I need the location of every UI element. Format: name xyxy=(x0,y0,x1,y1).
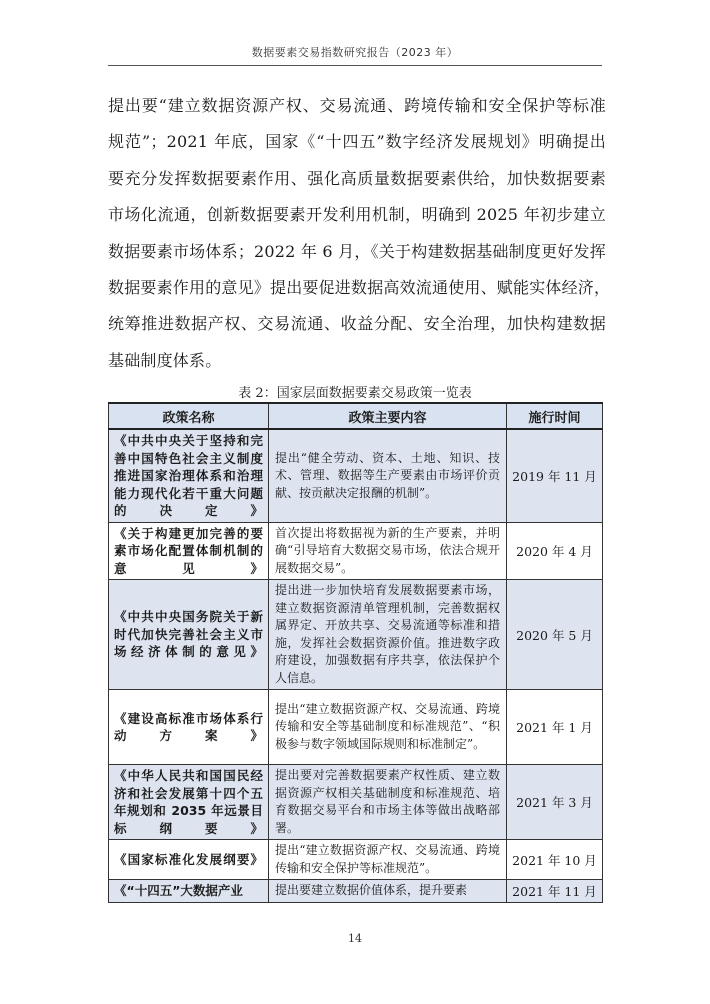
paragraph-line: 统筹推进数据产权、交易流通、收益分配、安全治理，加快构建数据 xyxy=(108,314,606,334)
policy-name-cell: 《中共中央国务院关于新时代加快完善社会主义市场经济体制的意见》 xyxy=(109,580,269,690)
effective-date-cell: 2021 年 3 月 xyxy=(507,765,603,840)
paragraph-line: 数据要素市场体系；2022 年 6 月，《关于构建数据基础制度更好发挥 xyxy=(108,241,606,261)
column-header-policy-content: 政策主要内容 xyxy=(269,403,507,429)
policy-name-cell: 《建设高标准市场体系行动方案》 xyxy=(109,690,269,765)
paragraph-line: 提出要“建立数据资源产权、交易流通、跨境传输和安全保护等标准 xyxy=(108,96,606,115)
policy-content-cell: 提出进一步加快培育发展数据要素市场，建立数据资源清单管理机制，完善数据权属界定、开放共享、交易流通等标准和措施，发挥社会数据资源价值。推进数字政府建设，加强数据有序共享，依法保护个人信息。 xyxy=(269,580,507,690)
effective-date-cell: 2019 年 11 月 xyxy=(507,429,603,522)
page-header: 数据要素交易指数研究报告（2023 年） xyxy=(251,46,459,59)
table-row xyxy=(109,840,603,880)
effective-date-cell: 2021 年 10 月 xyxy=(507,840,603,880)
paragraph-line: 数据要素作用的意见》提出要促进数据高效流通使用、赋能实体经济， xyxy=(108,277,611,297)
paragraph-line: 市场化流通，创新数据要素开发利用机制，明确到 2025 年初步建立 xyxy=(108,205,606,225)
paragraph-line: 要充分发挥数据要素作用、强化高质量数据要素供给，加快数据要素 xyxy=(108,168,606,188)
paragraph-line: 基础制度体系。 xyxy=(108,350,222,370)
policy-content-cell: 提出“建立数据资源产权、交易流通、跨境传输和安全等基础制度和标准规范”、“积极参与数字领域国际规则和标准制定”。 xyxy=(269,690,507,765)
policy-content-cell: 首次提出将数据视为新的生产要素，并明确“引导培育大数据交易市场，依法合规开展数据交易”。 xyxy=(269,522,507,580)
table-caption: 表 2：国家层面数据要素交易政策一览表 xyxy=(238,386,472,401)
policy-name-cell: 《关于构建更加完善的要素市场化配置体制机制的意见》 xyxy=(109,522,269,580)
page-number: 14 xyxy=(348,932,362,945)
table-row xyxy=(109,429,603,522)
policy-name-cell: 《国家标准化发展纲要》 xyxy=(109,840,269,880)
column-header-effective-date: 施行时间 xyxy=(507,403,603,429)
policy-name-cell: 《中共中央关于坚持和完善中国特色社会主义制度推进国家治理体系和治理能力现代化若干重大问题的决定》 xyxy=(109,429,269,522)
table-row xyxy=(109,522,603,580)
table-row xyxy=(109,690,603,765)
policy-content-cell: 提出要建立数据价值体系，提升要素 xyxy=(269,880,507,903)
effective-date-cell: 2020 年 5 月 xyxy=(507,580,603,690)
effective-date-cell: 2021 年 1 月 xyxy=(507,690,603,765)
table-row xyxy=(109,765,603,840)
header-divider xyxy=(108,65,602,66)
policy-name-cell: 《中华人民共和国国民经济和社会发展第十四个五年规划和 2035 年远景目标纲要》 xyxy=(109,765,269,840)
table-header-row xyxy=(109,403,603,429)
policy-content-cell: 提出“建立数据资源产权、交易流通、跨境传输和安全保护等标准规范”。 xyxy=(269,840,507,880)
table-row xyxy=(109,880,603,903)
policy-table xyxy=(108,402,603,903)
effective-date-cell: 2021 年 11 月 xyxy=(507,880,603,903)
effective-date-cell: 2020 年 4 月 xyxy=(507,522,603,580)
column-header-policy-name: 政策名称 xyxy=(109,403,269,429)
policy-content-cell: 提出“健全劳动、资本、土地、知识、技术、管理、数据等生产要素由市场评价贡献、按贡献决定报酬的机制”。 xyxy=(269,429,507,522)
paragraph-line: 规范”；2021 年底，国家《“十四五”数字经济发展规划》明确提出 xyxy=(108,132,606,152)
policy-content-cell: 提出要对完善数据要素产权性质、建立数据资源产权相关基础制度和标准规范、培育数据交易平台和市场主体等做出战略部署。 xyxy=(269,765,507,840)
table-row xyxy=(109,580,603,690)
policy-name-cell: 《“十四五”大数据产业 xyxy=(109,880,269,903)
body-paragraph xyxy=(108,88,611,379)
